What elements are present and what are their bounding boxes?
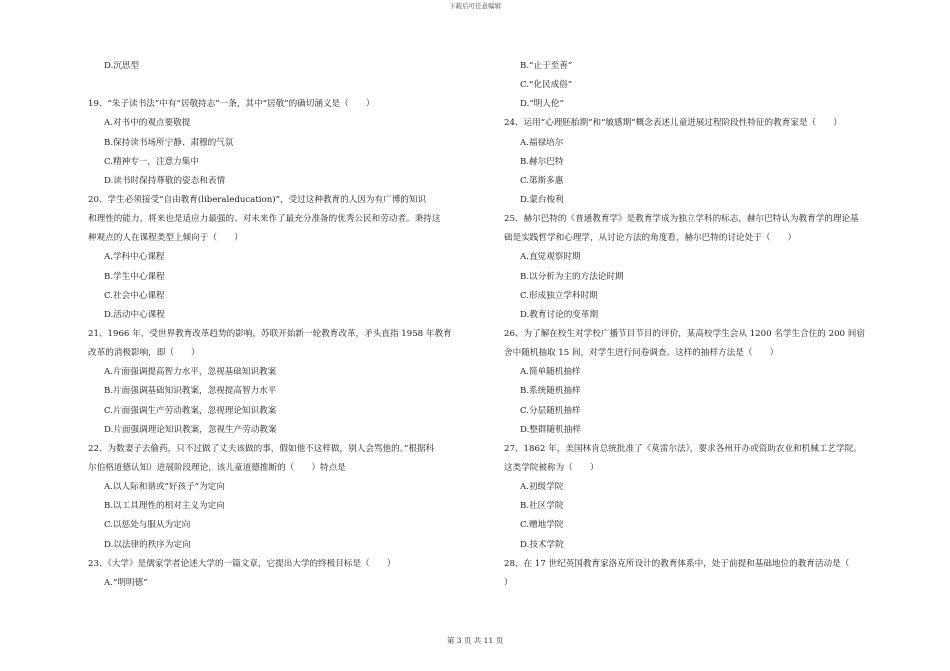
right-column [504,57,916,593]
answer-option: A.以人际和谐或“好孩子”为定向 [104,482,225,493]
page-footer: 第 3 页 共 11 页 [446,636,504,645]
answer-option: A.直觉观察时期 [520,252,581,263]
answer-option: B.片面强调基础知识教案，忽视提高智力水平 [104,386,277,397]
answer-option: A.初级学院 [520,482,564,493]
question-text: 28、在 17 世纪英国教育家洛克所设计的教育体系中，处于前提和基础地位的教育活动是（ [504,558,850,569]
answer-option: D.活动中心课程 [104,309,165,320]
answer-option: C.社会中心课程 [104,290,165,301]
answer-option: A.福禄培尔 [520,137,564,148]
question-text: 尔伯格道德认知）进展阶段理论，该儿童道德推断的（ ）特点是 [88,462,346,473]
question-text: 这类学院被称为（ ） [504,462,599,473]
answer-option: C.分层随机抽样 [520,405,581,416]
left-column [88,57,488,593]
answer-option: A.简单随机抽样 [520,367,581,378]
answer-option: A.“明明德” [104,577,148,588]
question-text: ） [504,577,513,588]
page-header: 下载后可任意编辑 [449,2,501,10]
question-text: 23、《大学》是儒家学者论述大学的一篇文章，它提出大学的终极目标是（ ） [88,558,396,569]
question-text: 19、“朱子读书法”中有“居敬持志”一条，其中“居敬”的确切涵义是（ ） [88,99,375,110]
answer-option: B.“止于至善” [520,61,573,71]
answer-option: B.学生中心课程 [104,271,165,282]
answer-option: D.片面强调理论知识教案，忽视生产劳动教案 [104,424,277,435]
question-text: 26、为了解在校生对学校广播节目节目的评价，某高校学生会从 1200 名学生合住的 200 间宿 [504,328,865,339]
question-text: 20、学生必须接受“自由教育(liberaleducation)”，受过这种教育的人因为有广博的知识 [88,194,427,205]
answer-option: B.系统随机抽样 [520,386,581,397]
answer-option: A.片面强调提高智力水平，忽视基础知识教案 [104,367,277,378]
answer-option: C.精神专一，注意力集中 [104,156,199,167]
question-text: 舍中随机抽取 15 间，对学生进行问卷调查。这样的抽样方法是（ ） [504,348,779,359]
question-text: 种观点的人在课程类型上倾向于（ ） [88,233,243,244]
answer-option: D.教育讨论的变革期 [520,309,599,320]
answer-option: D.以法律的秩序为定向 [104,539,191,550]
question-text: 和理性的能力，将来也是适应力最强的、对未来作了最充分准备的优秀公民和劳动者。秉持这 [88,214,441,225]
answer-option: D.蒙台梭利 [520,194,564,205]
answer-option: D.沉思型 [104,61,140,71]
answer-option: B.以分析为主的方法论时期 [520,271,624,282]
answer-option: C.形成独立学科时期 [520,290,598,301]
answer-option: C.片面强调生产劳动教案，忽视理论知识教案 [104,405,277,416]
question-text: 25、赫尔巴特的《普通教育学》是教育学成为独立学科的标志，赫尔巴特认为教育学的理论基 [504,214,859,225]
question-text: 21、1966 年，受世界教育改革趋势的影响，苏联开始新一轮教育改革，矛头直指 1958 年教育 [88,328,452,339]
answer-option: C.以惩处与服从为定向 [104,520,191,531]
answer-option: B.社区学院 [520,501,564,512]
answer-option: D.整群随机抽样 [520,424,581,435]
answer-option: B.保持读书场所宁静、肃穆的气氛 [104,137,234,148]
answer-option: B.以工具理性的相对主义为定向 [104,501,225,512]
question-text: 22、为数妻子去偷药，只不过做了丈夫该做的事，假如他不这样做，别人会骂他的。”根据科 [88,443,435,454]
answer-option: A.对书中的观点要敬提 [104,118,191,129]
question-text: 27、1862 年，美国林肯总统批准了《莫雷尔法》，要求各州开办或资助农业和机械工艺学院。 [504,443,862,454]
answer-option: D.读书时保持尊敬的姿态和表情 [104,175,226,186]
answer-option: D.“明人伦” [520,99,564,110]
question-text: 改革的消极影响，即（ ） [88,348,200,359]
answer-option: C.“化民成俗” [520,80,573,91]
answer-option: C.第斯多惠 [520,175,564,186]
blank-line [88,76,488,95]
answer-option: B.赫尔巴特 [520,156,564,167]
question-text: 24、运用“心理胚胎期”和“敏感期”概念表述儿童进展过程阶段性特征的教育家是（ ） [504,118,842,129]
answer-option: C.赠地学院 [520,520,564,531]
answer-option: A.学科中心课程 [104,252,165,263]
answer-option: D.技术学院 [520,539,564,550]
question-text: 础是实践哲学和心理学，从讨论方法的角度看，赫尔巴特的讨论处于（ ） [504,233,797,244]
